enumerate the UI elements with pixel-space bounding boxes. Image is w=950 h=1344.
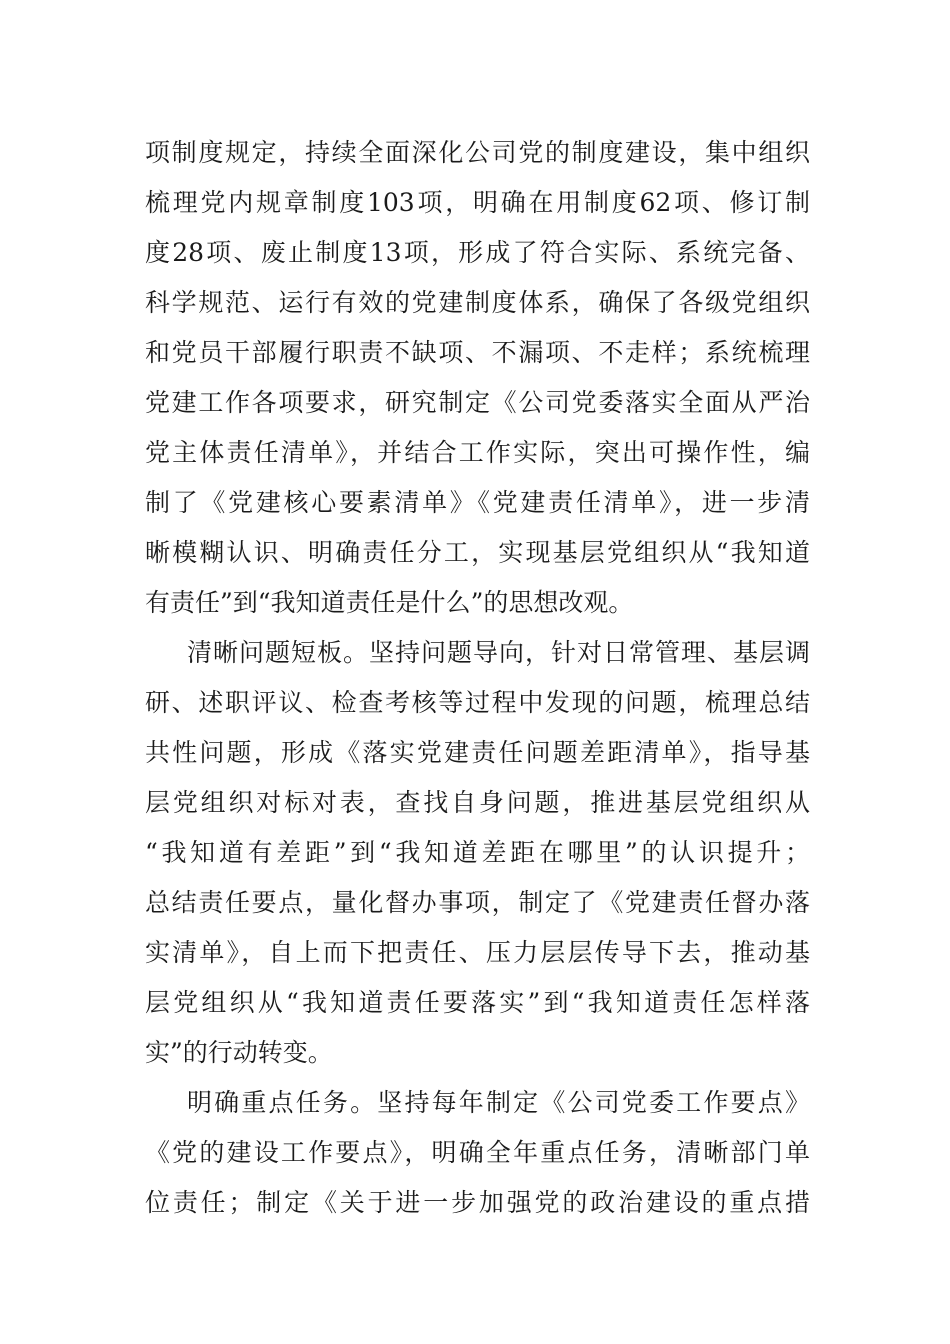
document-body-text [145, 128, 810, 1228]
text-line: 度28项、废止制度13项，形成了符合实际、系统完备、 [145, 238, 810, 267]
text-line: 和党员干部履行职责不缺项、不漏项、不走样；系统梳理 [145, 338, 810, 367]
text-line: 党建工作各项要求，研究制定《公司党委落实全面从严治 [145, 388, 810, 417]
text-line: “我知道有差距”到“我知道差距在哪里”的认识提升； [145, 838, 810, 867]
text-line: 项制度规定，持续全面深化公司党的制度建设，集中组织 [145, 138, 810, 167]
text-line: 晰模糊认识、明确责任分工，实现基层党组织从“我知道 [145, 538, 810, 567]
paragraph-first-line: 清晰问题短板。坚持问题导向，针对日常管理、基层调 [187, 638, 810, 667]
text-line: 层党组织对标对表，查找自身问题，推进基层党组织从 [145, 788, 810, 817]
text-line: 层党组织从“我知道责任要落实”到“我知道责任怎样落 [145, 988, 810, 1017]
text-line: 梳理党内规章制度103项，明确在用制度62项、修订制 [145, 188, 810, 217]
paragraph-first-line: 明确重点任务。坚持每年制定《公司党委工作要点》 [187, 1088, 810, 1117]
text-line: 有责任”到“我知道责任是什么”的思想改观。 [145, 588, 634, 617]
text-line: 研、述职评议、检查考核等过程中发现的问题，梳理总结 [145, 688, 810, 717]
text-line: 总结责任要点，量化督办事项，制定了《党建责任督办落 [145, 888, 810, 917]
text-line: 科学规范、运行有效的党建制度体系，确保了各级党组织 [145, 288, 810, 317]
text-line: 实清单》，自上而下把责任、压力层层传导下去，推动基 [145, 938, 810, 967]
text-line: 《党的建设工作要点》，明确全年重点任务，清晰部门单 [145, 1138, 810, 1167]
text-line: 位责任；制定《关于进一步加强党的政治建设的重点措 [145, 1188, 810, 1217]
text-line: 实”的行动转变。 [145, 1038, 333, 1067]
text-line: 共性问题，形成《落实党建责任问题差距清单》，指导基 [145, 738, 810, 767]
text-line: 制了《党建核心要素清单》《党建责任清单》，进一步清 [145, 488, 810, 517]
text-line: 党主体责任清单》，并结合工作实际，突出可操作性，编 [145, 438, 810, 467]
